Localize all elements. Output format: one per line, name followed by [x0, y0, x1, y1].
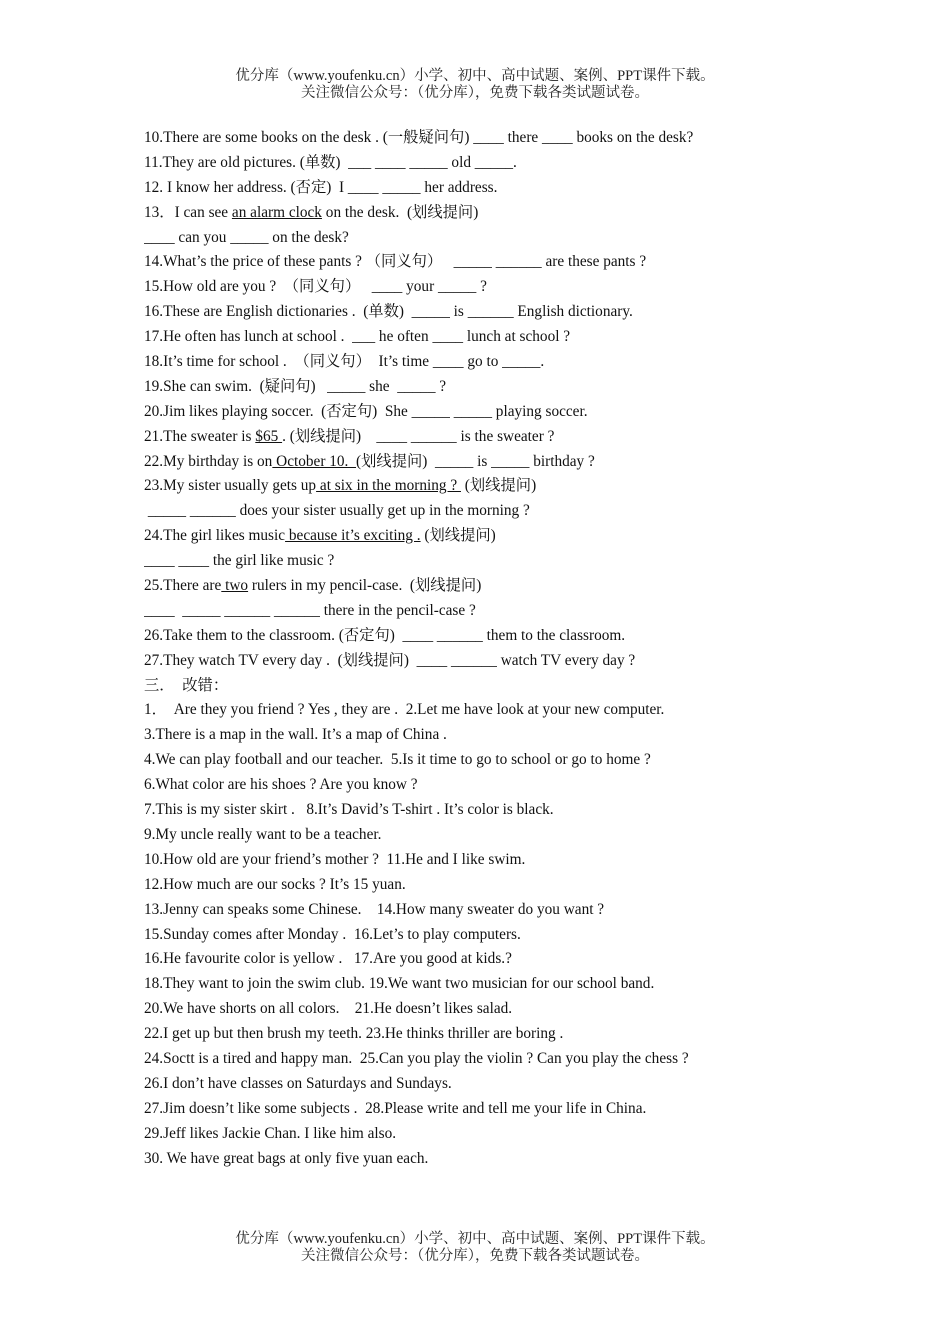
line-text: _____ ______ does your sister usually get up in the morning ?	[144, 502, 530, 520]
exercise-line	[144, 1022, 924, 1047]
line-text: 13．I can see	[144, 203, 232, 221]
line-text: 17.He often has lunch at school . ___ he often ____ lunch at school ?	[144, 328, 571, 346]
exercise-line	[144, 873, 924, 898]
exercise-line	[144, 250, 924, 275]
line-text: 20.Jim likes playing soccer. (否定句) She _____ _____ playing soccer.	[144, 402, 588, 420]
line-text: 4.We can play football and our teacher. 5.Is it time to go to school or go to home ?	[144, 751, 651, 769]
exercise-line	[144, 226, 924, 251]
exercise-line	[144, 947, 924, 972]
exercise-line	[144, 1097, 924, 1122]
exercise-line	[144, 923, 924, 948]
line-text: 19.She can swim. (疑问句) _____ she _____ ?	[144, 377, 447, 395]
exercise-line	[144, 698, 924, 723]
exercise-line	[144, 1047, 924, 1072]
line-text: 14.What’s the price of these pants ? （同义句） _____ ______ are these pants ?	[144, 253, 647, 271]
exercise-line	[144, 748, 924, 773]
line-text: 22.My birthday is on	[144, 452, 273, 470]
line-text: 15.Sunday comes after Monday . 16.Let’s to play computers.	[144, 925, 521, 943]
exercise-line	[144, 599, 924, 624]
exercise-line	[144, 425, 924, 450]
line-text: 12. I know her address. (否定) I ____ _____ her address.	[144, 178, 498, 196]
line-text: ____ ____ the girl like music ?	[144, 552, 335, 570]
exercise-line	[144, 176, 924, 201]
exercise-line	[144, 773, 924, 798]
header-line-1: 优分库（www.youfenku.cn）小学、初中、高中试题、案例、PPT课件下载。	[235, 68, 715, 84]
line-text: 26.Take them to the classroom. (否定句) ____ ______ them to the classroom.	[144, 626, 626, 644]
line-text: 24.Soctt is a tired and happy man. 25.Can you play the violin ? Can you play the chess ?	[144, 1049, 689, 1067]
line-text: 11.They are old pictures. (单数) ___ ____ _____ old _____.	[144, 153, 517, 171]
underlined-text: $65	[255, 427, 283, 445]
exercise-line	[144, 275, 924, 300]
line-text: 27.They watch TV every day . (划线提问) ____ ______ watch TV every day ?	[144, 651, 636, 669]
line-text: 20.We have shorts on all colors. 21.He doesn’t likes salad.	[144, 1000, 513, 1018]
line-text: ____ can you _____ on the desk?	[144, 228, 349, 246]
line-text: 9.My uncle really want to be a teacher.	[144, 825, 382, 843]
line-text: 16.He favourite color is yellow . 17.Are you good at kids.?	[144, 950, 512, 968]
line-text: 25.There are	[144, 577, 222, 595]
footer-line-2: 关注微信公众号：（优分库），免费下载各类试题试卷。	[301, 1248, 649, 1264]
exercise-line	[144, 723, 924, 748]
underlined-text: October 10.	[272, 452, 357, 470]
line-text: 22.I get up but then brush my teeth. 23.He thinks thriller are boring .	[144, 1025, 564, 1043]
exercise-line	[144, 997, 924, 1022]
line-text: 12.How much are our socks ? It’s 15 yuan.	[144, 875, 406, 893]
line-text: 15.How old are you ? （同义句） ____ your _____ ?	[144, 278, 487, 296]
exercise-line	[144, 126, 924, 151]
exercise-line	[144, 151, 924, 176]
line-text: 26.I don’t have classes on Saturdays and Sundays.	[144, 1074, 452, 1092]
line-text: (划线提问)	[460, 477, 537, 495]
exercise-line	[144, 474, 924, 499]
underlined-text: an alarm clock	[231, 203, 322, 221]
line-text: . (划线提问) ____ ______ is the sweater ?	[282, 427, 555, 445]
exercise-line	[144, 325, 924, 350]
underlined-text: two	[221, 577, 249, 595]
exercise-line	[144, 524, 924, 549]
line-text: 24.The girl likes music	[144, 527, 286, 545]
exercise-line	[144, 1147, 924, 1172]
line-text: 6.What color are his shoes ? Are you know ?	[144, 776, 418, 794]
exercise-line	[144, 499, 924, 524]
exercise-line	[144, 649, 924, 674]
line-text: 10.How old are your friend’s mother ? 11.He and I like swim.	[144, 850, 526, 868]
exercise-line	[144, 350, 924, 375]
line-text: 30. We have great bags at only five yuan each.	[144, 1149, 429, 1167]
header-line-2: 关注微信公众号：（优分库），免费下载各类试题试卷。	[301, 85, 649, 101]
line-text: 29.Jeff likes Jackie Chan. I like him also.	[144, 1124, 397, 1142]
line-text: 3.There is a map in the wall. It’s a map of China .	[144, 726, 447, 744]
line-text: 18.It’s time for school . （同义句） It’s time ____ go to _____.	[144, 353, 545, 371]
line-text: 10.There are some books on the desk . (一般疑问句) ____ there ____ books on the desk?	[144, 129, 694, 146]
exercise-line	[144, 1072, 924, 1097]
line-text: 16.These are English dictionaries . (单数) _____ is ______ English dictionary.	[144, 303, 633, 321]
line-text: 1． Are they you friend ? Yes , they are . 2.Let me have look at your new computer.	[144, 701, 665, 719]
exercise-line	[144, 201, 924, 226]
exercise-line	[144, 972, 924, 997]
exercise-line	[144, 300, 924, 325]
line-text: rulers in my pencil-case. (划线提问)	[248, 577, 482, 595]
line-text: on the desk. (划线提问)	[321, 203, 479, 221]
footer-line-1: 优分库（www.youfenku.cn）小学、初中、高中试题、案例、PPT课件下载。	[235, 1231, 715, 1247]
exercise-line	[144, 574, 924, 599]
line-text: 21.The sweater is	[144, 427, 256, 445]
exercise-line	[144, 1122, 924, 1147]
page-header	[0, 68, 950, 102]
underlined-text: at six in the morning ?	[316, 477, 461, 495]
exercise-line	[144, 624, 924, 649]
exercise-line	[144, 674, 924, 699]
exercise-line	[144, 848, 924, 873]
line-text: 18.They want to join the swim club. 19.We want two musician for our school band.	[144, 975, 655, 993]
line-text: 27.Jim doesn’t like some subjects . 28.Please write and tell me your life in China.	[144, 1099, 647, 1117]
line-text: 7.This is my sister skirt . 8.It’s David’s T-shirt . It’s color is black.	[144, 801, 554, 819]
line-text: ____ _____ ______ ______ there in the pencil-case ?	[144, 601, 476, 619]
underlined-text: because it’s exciting .	[285, 527, 421, 545]
line-text: 13.Jenny can speaks some Chinese. 14.How many sweater do you want ?	[144, 900, 605, 918]
exercise-line	[144, 798, 924, 823]
line-text: (划线提问)	[420, 527, 496, 545]
page-footer	[0, 1231, 950, 1265]
exercise-content	[144, 126, 924, 1171]
exercise-line	[144, 549, 924, 574]
exercise-line	[144, 375, 924, 400]
exercise-line	[144, 450, 924, 475]
exercise-line	[144, 823, 924, 848]
exercise-line	[144, 400, 924, 425]
line-text: (划线提问) _____ is _____ birthday ?	[356, 452, 595, 470]
line-text: 三． 改错：	[144, 676, 229, 694]
line-text: 23.My sister usually gets up	[144, 477, 317, 495]
exercise-line	[144, 898, 924, 923]
